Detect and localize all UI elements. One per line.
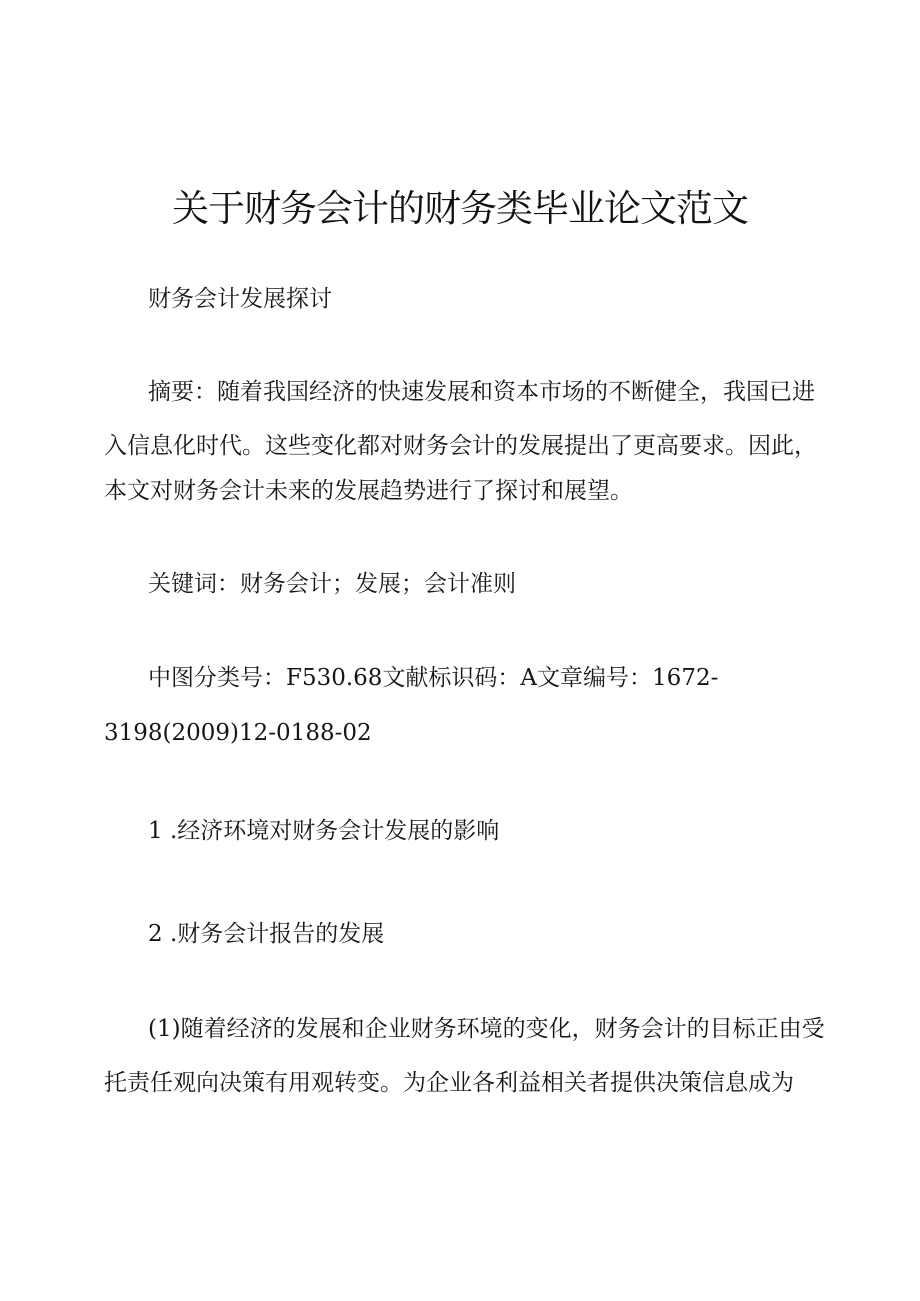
keywords-line: 关键词：财务会计；发展；会计准则 (148, 571, 516, 597)
abstract-line-3: 本文对财务会计未来的发展趋势进行了探讨和展望。 (104, 478, 633, 504)
article-subtitle: 财务会计发展探讨 (148, 286, 332, 312)
classification-line-2: 3198(2009)12-0188-02 (104, 720, 372, 746)
section-heading-2: 2 .财务会计报告的发展 (148, 921, 385, 947)
section-heading-1: 1 .经济环境对财务会计发展的影响 (148, 818, 500, 844)
document-title: 关于财务会计的财务类毕业论文范文 (172, 187, 748, 230)
classification-line-1: 中图分类号：F530.68文献标识码：A文章编号：1672- (148, 665, 719, 691)
paragraph-line-1: (1)随着经济的发展和企业财务环境的变化，财务会计的目标正由受 (148, 1016, 825, 1042)
paragraph-line-2: 托责任观向决策有用观转变。为企业各利益相关者提供决策信息成为 (104, 1070, 794, 1096)
abstract-line-2: 入信息化时代。这些变化都对财务会计的发展提出了更高要求。因此， (104, 433, 817, 459)
abstract-line-1: 摘要：随着我国经济的快速发展和资本市场的不断健全，我国已进 (148, 379, 815, 405)
